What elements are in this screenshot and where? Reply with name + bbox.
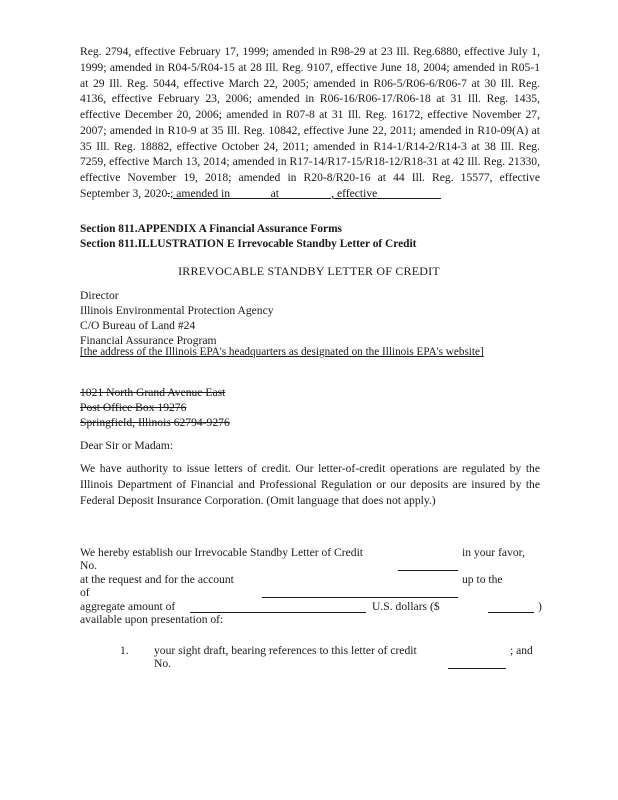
establish-text: We hereby establish our Irrevocable Standby Letter of Credit — [80, 546, 364, 559]
history-text: Reg. 2794, effective February 17, 1999; amended in R98-29 at 23 Ill. Reg.6880, effective July 1, 1999; amended in R04-5/R04-15 at 28 Ill. Reg. 9107, effective June 18, 2004; amended in R05-1 at 29 Ill. Reg. 5044, effective March 22, 2005; amended in R06-5/R06-6/R06-7 at 30 Ill. Reg. 4136, effective February 23, 2006; amended in R06-16/R06-17/R06-18 at 31 Ill. Reg. 1435, effective December 20, 2006; amended in R07-8 at 31 Ill. Reg. 16172, effective November 27, 2007; amended in R10-9 at 35 Ill. Reg. 10842, effective June 22, 2011; amended in R10-09(A) at 35 Ill. Reg. 18882, effective October 24, 2011; amended in R14-1/R14-2/R14-3 at 38 Ill. Reg. 7259, effective March 13, 2014; amended in R17-14/R17-15/R18-12/R18-31 at 42 Ill. Reg. 21330, effective November 19, 2018; amended in R20-8/R20-16 at 44 Ill. Reg. 15577, effective September 3, 2020 — [80, 45, 540, 200]
address-line-director: Director — [80, 289, 119, 302]
history-deleted-period: . — [167, 186, 171, 200]
dollars-label: U.S. dollars ($ — [372, 600, 440, 613]
history-effective-label: , effective — [331, 186, 378, 200]
item-1-no-label: No. — [154, 657, 172, 670]
available-text: available upon presentation of: — [80, 613, 224, 626]
establish-favor: in your favor, — [462, 546, 525, 559]
request-upto: up to the — [462, 573, 503, 586]
salutation: Dear Sir or Madam: — [80, 439, 174, 452]
history-amendment-insert — [170, 187, 441, 200]
address-line-agency: Illinois Environmental Protection Agency — [80, 304, 274, 317]
illustration-heading: Section 811.ILLUSTRATION E Irrevocable Standby Letter of Credit — [80, 238, 417, 250]
address-line-bureau: C/O Bureau of Land #24 — [80, 319, 196, 332]
history-amended-label: ; amended in — [170, 186, 231, 200]
item-1-number-blank[interactable] — [448, 668, 506, 669]
dollars-close: ) — [538, 600, 542, 613]
item-1-and: ; and — [510, 644, 533, 657]
aggregate-text: aggregate amount of — [80, 600, 176, 613]
request-of-label: of — [80, 586, 90, 599]
amount-figures-blank[interactable] — [488, 612, 534, 613]
request-text: at the request and for the account — [80, 573, 234, 586]
address-deleted-street: 1021 North Grand Avenue East — [80, 386, 226, 399]
address-inserted-text: [the address of the Illinois EPA's headquarters as designated on the Illinois EPA's website] — [80, 346, 484, 358]
appendix-heading: Section 811.APPENDIX A Financial Assurance Forms — [80, 223, 342, 235]
history-at-label: at — [270, 186, 280, 200]
authority-paragraph: We have authority to issue letters of credit. Our letter-of-credit operations are regulated by the Illinois Department of Financial and Professional Regulation or our deposits are insured by the Federal Deposit Insurance Corporation. (Omit language that does not apply.) — [80, 462, 540, 507]
address-deleted-pobox: Post Office Box 19276 — [80, 401, 187, 414]
history-note — [80, 44, 540, 202]
item-1-number: 1. — [120, 644, 129, 657]
account-name-blank[interactable] — [262, 597, 458, 598]
address-deleted-city: Springfield, Illinois 62794-9276 — [80, 416, 230, 429]
letter-number-blank[interactable] — [398, 570, 458, 571]
address-line-program: Financial Assurance Program — [80, 334, 217, 347]
establish-no-label: No. — [80, 559, 98, 572]
item-1-text: your sight draft, bearing references to this letter of credit — [154, 644, 417, 657]
document-title: IRREVOCABLE STANDBY LETTER OF CREDIT — [178, 264, 440, 278]
